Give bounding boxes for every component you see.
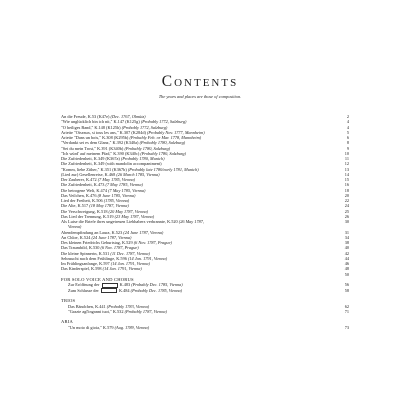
page-number: 5 [346,129,349,135]
page-number: 9 [346,145,349,151]
entry-date-place: (24 June 1787, Vienna) [91,234,132,240]
entry-date-place: (6 Nov. 1787, Prague) [133,240,172,245]
page-number: 8 [346,140,349,146]
page-number: 4 [346,119,349,125]
entry-date-place: (1785, Vienna) [103,198,130,203]
entry-text: "Wie unglücklich bin ich nit," K.147 (K125g) [61,119,141,125]
entry-date-place: (18 May 1787, Vienna) [89,203,129,209]
entry-text: Zum Schlusse der [68,287,100,293]
page-number: 58 [344,287,349,293]
page-number: 14 [344,171,349,177]
entry-text: FOR SOLO VOICE AND CHORUS [61,276,134,282]
toc-entry [61,309,349,314]
blank-box [101,288,117,293]
entry-date-place: (14 Jan. 1791, Vienna) [110,261,150,266]
entry-date-place: (7 May 1785, Vienna) [105,182,143,188]
entry-date-place: (Probably Feb. or Mar. 1778, Mannheim) [129,135,202,140]
entry-text: Das Kinderspiel, K.598 [61,266,103,272]
entry-date-place: (Probably 1772, Salzburg) [121,124,168,130]
page-number: 44 [344,255,349,261]
entry-text: "Un moto di gioia," K.579 [68,324,115,330]
entry-text: Die Verschweigung, K.518 [61,208,109,214]
entry-text: (Lied zur) Gesellenreise, K.468 [61,171,117,177]
entry-title [61,309,340,314]
entry-text: Abendempfindung an Laura, K.523 [61,229,124,235]
page-number: 38 [344,240,349,245]
page-number: 42 [344,250,349,256]
entry-text: Die Alte, K.517 [61,203,90,209]
entry-date-place: Vienna) [68,224,82,230]
entry-date-place: (Probably 1780, Munich) [120,156,165,161]
entry-text: Die kleine Spinnerin, K.531 [61,250,111,256]
entry-date-place: (14 Jan. 1791, Vienna) [127,255,168,261]
entry-date-place: (6 Nov. 1787, Prague) [100,245,139,251]
entry-date-place: (Probably Dec. 1785, Vienna) [130,287,183,293]
entry-title [61,288,340,294]
entry-date-place: (26 May 1787, [178,219,204,224]
page-title: Contents [161,73,239,90]
entry-date-place: (26 March 1785, Vienna) [116,171,160,177]
page-number: 15 [344,177,349,182]
page-number: 6 [346,135,349,140]
page-number: 11 [344,156,349,161]
page-number: 13 [344,166,349,172]
page-number: 50 [344,271,349,277]
entry-text: Das Lied der Trennung, K.519 [61,213,115,219]
entry-text: Als Luise die Briefe ihres ungetreuen Liebhabers verbrannte, K.520 [61,219,179,224]
page-number: 26 [344,213,349,219]
page-number: 46 [344,261,349,266]
entry-date-place: (Probably 1772, Salzburg) [140,119,187,125]
entry-text: "Grazie agl'inganni tuoi," K.532 [68,308,125,314]
entry-date-place: (7 May 1785, Vienna) [108,187,146,193]
entry-text: "O heiliges Band," K.148 (K125h) [61,124,122,130]
entry-text: Des kleinen Friedrichs Geburtstag, K.529 [61,240,134,245]
page-number: 4 [346,124,349,130]
entry-text: ARIA [61,319,74,325]
page-number: 30 [344,219,349,224]
entry-text: Lied der Freiheit, K.506 [61,198,104,203]
page-number: 40 [344,245,349,251]
page-number: 12 [344,161,349,167]
page-number: 56 [344,282,349,288]
page-number: 2 [346,114,349,119]
entry-text: "Verdankt sei es dem Glanz," K.392 (K340a) [61,140,140,146]
entry-date-place: (7 May 1785, Vienna) [97,177,136,182]
entry-text: Das Veilchen, K.476 [61,192,98,198]
entry-date-place: (Probably 1783, Vienna) [106,303,150,309]
entry-text: Ariette "Oiseaux, si tous les ans," K.307 (K284d) [61,129,147,135]
page-number: 16 [344,182,349,188]
page-number: 20 [344,192,349,198]
entry-text-continued: K.483 [118,282,132,288]
entry-date-place: (20 May 1787, Vienna) [108,208,149,214]
entry-text: Der Zauberer, K.472 [61,177,98,182]
page-subtitle: The years and places are those of composition. [158,94,242,99]
page-number: 34 [344,234,349,240]
entry-title [61,266,333,271]
table-of-contents [61,114,349,330]
entry-text: Ariette "Dans un bois," K.308 (K295b) [61,135,130,140]
page-number: 10 [344,150,349,156]
page-number: 73 [344,324,349,330]
entry-date-place: (Probably 1780, Salzburg) [124,145,171,151]
page-number: 71 [344,308,349,314]
page-number: 31 [344,229,349,235]
entry-date-place: (Probably 1780, Salzburg) [140,150,186,156]
entry-text: Die Zufriedenheit, K.473 [61,182,106,188]
entry-text: "Komm, liebe Zither," K.351 (K367b) [61,166,128,172]
page-number: 22 [344,198,349,203]
entry-text: Das Bändchen, K.441 [68,303,107,309]
entry-text: Die Zufriedenheit, K.349 (with mandolin accompaniment) [61,161,162,167]
entry-text: Die betrogene Welt, K.474 [61,187,109,193]
entry-text: Sehnsucht nach dem Frühlinge, K.596 [61,255,128,261]
entry-date-place: (Aug. 1789, Vienna) [114,324,150,330]
page-number: 25 [344,208,349,214]
entry-text: TRIOS [61,298,76,304]
entry-date-place: (Probably 1780, Salzburg) [139,140,186,146]
page-number: 24 [344,203,349,209]
entry-text: "Sei du mein Trost," K.391 (K340b) [61,145,125,151]
entry-date-place: (14 Jan. 1791, Vienna) [102,266,142,272]
entry-text: "Ich würd' auf meinem Pfad," K.390 (K340c) [61,150,141,156]
toc-entry [61,325,349,330]
entry-text: An die Freude, K.53 (K47e) [61,114,111,119]
page-number: 18 [344,187,349,193]
entry-date-place: (Probably Dec. 1785, Vienna) [131,282,183,288]
entry-text: Im Frühlingsanfange, K.597 [61,261,111,266]
entry-date-place: (Probably Nov. 1777, Mannheim) [146,129,205,135]
toc-entry [61,288,349,294]
entry-date-place: (Probably 1787, Vienna) [124,308,167,314]
toc-entry [61,266,349,271]
entry-text: An Chloe, K.524 [61,234,92,240]
entry-date-place: (8 June 1785, Vienna) [97,192,136,198]
page-number: 62 [344,303,349,309]
entry-title [61,325,340,330]
entry-date-place: (24 June 1787, Vienna) [123,229,164,235]
entry-text-continued: K.484 [117,287,131,293]
entry-date-place: (11 Dec. 1787, Vienna) [110,250,150,256]
page-number: 48 [344,266,349,272]
entry-date-place: (Probably late 1780/early 1781, Munich) [127,166,199,172]
entry-text: Die Zufriedenheit, K.349 (K367a) [61,156,121,161]
entry-text: Das Traumbild, K.530 [61,245,101,251]
entry-text: Zur Eröffnung der [68,282,101,288]
entry-date-place: (23 May 1787, Vienna) [114,213,155,219]
entry-date-place: (Dec. 1767, Olmütz) [110,114,146,119]
